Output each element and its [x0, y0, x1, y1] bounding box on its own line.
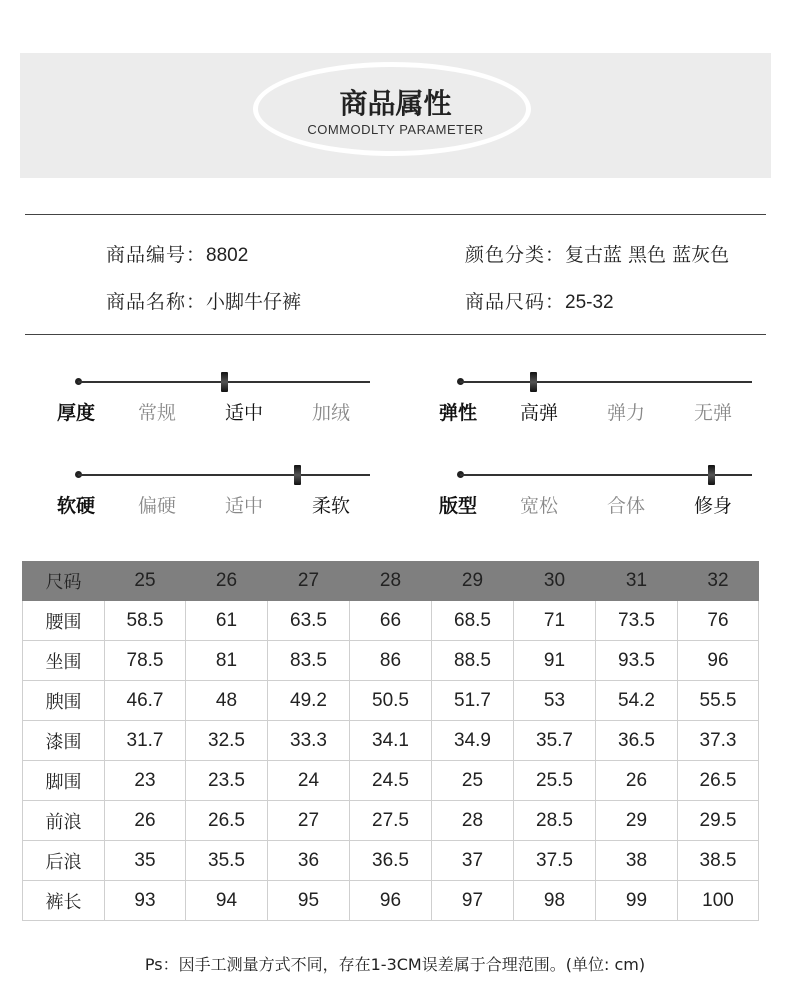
table-cell: 78.5: [105, 641, 186, 681]
scale-option-label: 修身: [694, 495, 733, 517]
table-cell: 83.5: [268, 641, 350, 681]
table-cell: 50.5: [350, 681, 432, 721]
table-cell: 29: [596, 801, 678, 841]
scale-softness: [57, 458, 390, 518]
table-cell: 34.1: [350, 721, 432, 761]
scale-marker: [294, 465, 301, 485]
item-number-label: 商品编号：: [106, 244, 207, 266]
color-value: 复古蓝 黑色 蓝灰色: [565, 244, 730, 266]
table-cell: 28: [432, 801, 514, 841]
table-row-label: 前浪: [23, 801, 105, 841]
divider-bottom: [25, 334, 766, 335]
table-cell: 76: [678, 601, 759, 641]
table-cell: 25.5: [514, 761, 596, 801]
scale-thickness: [57, 365, 390, 425]
scale-category-label: 版型: [439, 495, 478, 517]
table-row: [23, 841, 759, 881]
table-cell: 34.9: [432, 721, 514, 761]
table-cell: 53: [514, 681, 596, 721]
table-cell: 58.5: [105, 601, 186, 641]
table-cell: 61: [186, 601, 268, 641]
table-cell: 36.5: [596, 721, 678, 761]
table-header-cell: 26: [186, 562, 268, 601]
table-cell: 66: [350, 601, 432, 641]
table-cell: 55.5: [678, 681, 759, 721]
table-cell: 33.3: [268, 721, 350, 761]
table-cell: 94: [186, 881, 268, 921]
table-row: [23, 881, 759, 921]
scale-option-label: 合体: [607, 495, 646, 517]
table-cell: 23.5: [186, 761, 268, 801]
table-row-label: 脚围: [23, 761, 105, 801]
scale-line: [460, 381, 752, 383]
item-number-value: 8802: [206, 245, 249, 266]
table-cell: 97: [432, 881, 514, 921]
table-cell: 91: [514, 641, 596, 681]
table-cell: 98: [514, 881, 596, 921]
scale-elasticity: [439, 365, 772, 425]
scale-fit: [439, 458, 772, 518]
table-cell: 49.2: [268, 681, 350, 721]
scale-option-label: 偏硬: [138, 495, 177, 517]
size-value: 25-32: [565, 292, 614, 313]
item-name: [106, 287, 301, 314]
table-cell: 100: [678, 881, 759, 921]
scale-option-label: 适中: [225, 402, 264, 424]
scale-option-label: 加绒: [312, 402, 351, 424]
table-header-cell: 尺码: [23, 562, 105, 601]
table-row-label: 后浪: [23, 841, 105, 881]
table-cell: 25: [432, 761, 514, 801]
table-row-label: 坐围: [23, 641, 105, 681]
color-label: 颜色分类：: [465, 244, 566, 266]
table-row: [23, 801, 759, 841]
table-cell: 23: [105, 761, 186, 801]
table-cell: 46.7: [105, 681, 186, 721]
table-header-cell: 30: [514, 562, 596, 601]
table-cell: 37.3: [678, 721, 759, 761]
scale-marker: [530, 372, 537, 392]
table-body: [23, 601, 759, 921]
scale-category-label: 厚度: [57, 402, 96, 424]
size-table: [22, 561, 759, 921]
page-title: 商品属性: [339, 87, 452, 120]
scale-option-label: 高弹: [520, 402, 559, 424]
table-cell: 35: [105, 841, 186, 881]
table-header-cell: 32: [678, 562, 759, 601]
scale-category-label: 软硬: [57, 495, 96, 517]
table-cell: 35.7: [514, 721, 596, 761]
table-cell: 26.5: [678, 761, 759, 801]
page-subtitle: COMMODLTY PARAMETER: [307, 122, 484, 137]
table-cell: 38.5: [678, 841, 759, 881]
item-number: [106, 240, 248, 267]
table-cell: 27.5: [350, 801, 432, 841]
table-cell: 27: [268, 801, 350, 841]
table-row-label: 腴围: [23, 681, 105, 721]
table-cell: 36.5: [350, 841, 432, 881]
table-cell: 36: [268, 841, 350, 881]
size-range: [465, 287, 614, 314]
color-options: [465, 240, 729, 267]
table-cell: 93: [105, 881, 186, 921]
table-cell: 35.5: [186, 841, 268, 881]
scale-line: [78, 474, 370, 476]
table-cell: 93.5: [596, 641, 678, 681]
table-cell: 54.2: [596, 681, 678, 721]
scale-option-label: 柔软: [312, 495, 351, 517]
scale-option-label: 无弹: [694, 402, 733, 424]
table-cell: 86: [350, 641, 432, 681]
table-header-cell: 27: [268, 562, 350, 601]
table-row: [23, 641, 759, 681]
item-name-value: 小脚牛仔裤: [206, 291, 302, 313]
table-cell: 38: [596, 841, 678, 881]
table-cell: 24: [268, 761, 350, 801]
table-row: [23, 681, 759, 721]
table-cell: 71: [514, 601, 596, 641]
table-cell: 37.5: [514, 841, 596, 881]
size-label: 商品尺码：: [465, 291, 566, 313]
table-cell: 26.5: [186, 801, 268, 841]
scale-marker: [708, 465, 715, 485]
table-cell: 37: [432, 841, 514, 881]
table-cell: 96: [678, 641, 759, 681]
scale-category-label: 弹性: [439, 402, 478, 424]
table-header-cell: 31: [596, 562, 678, 601]
table-cell: 26: [105, 801, 186, 841]
table-cell: 31.7: [105, 721, 186, 761]
scale-option-label: 宽松: [520, 495, 559, 517]
table-cell: 28.5: [514, 801, 596, 841]
table-cell: 63.5: [268, 601, 350, 641]
table-row: [23, 761, 759, 801]
scale-marker: [221, 372, 228, 392]
table-cell: 95: [268, 881, 350, 921]
table-header-cell: 28: [350, 562, 432, 601]
table-header-cell: 29: [432, 562, 514, 601]
measurement-note: Ps：因手工测量方式不同，存在1-3CM误差属于合理范围。(单位: cm): [144, 955, 646, 974]
table-cell: 32.5: [186, 721, 268, 761]
table-cell: 99: [596, 881, 678, 921]
table-row: [23, 721, 759, 761]
scale-option-label: 适中: [225, 495, 264, 517]
scale-option-label: 常规: [138, 402, 177, 424]
table-cell: 73.5: [596, 601, 678, 641]
table-cell: 24.5: [350, 761, 432, 801]
table-row: [23, 601, 759, 641]
scale-option-label: 弹力: [607, 402, 646, 424]
table-header-cell: 25: [105, 562, 186, 601]
table-header-row: [23, 562, 759, 601]
table-cell: 96: [350, 881, 432, 921]
table-cell: 48: [186, 681, 268, 721]
table-cell: 88.5: [432, 641, 514, 681]
table-cell: 81: [186, 641, 268, 681]
table-cell: 26: [596, 761, 678, 801]
table-cell: 68.5: [432, 601, 514, 641]
item-name-label: 商品名称：: [106, 291, 207, 313]
divider-top: [25, 214, 766, 215]
table-row-label: 漆围: [23, 721, 105, 761]
table-cell: 29.5: [678, 801, 759, 841]
table-cell: 51.7: [432, 681, 514, 721]
table-row-label: 裤长: [23, 881, 105, 921]
table-row-label: 腰围: [23, 601, 105, 641]
